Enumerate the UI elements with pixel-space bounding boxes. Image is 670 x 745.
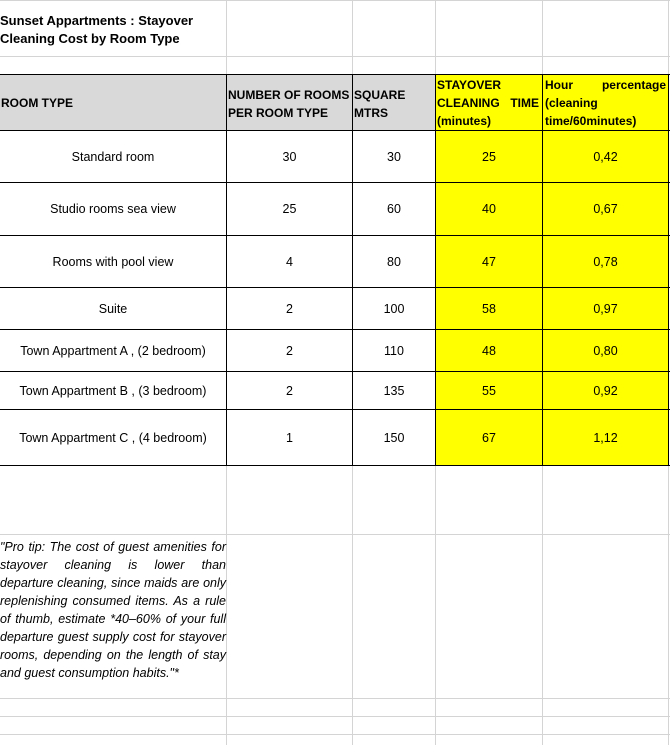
header-minutes-line1: STAYOVER xyxy=(437,78,502,92)
cell-sqm[interactable]: 110 xyxy=(384,343,404,358)
header-rooms-line1: NUMBER OF ROOMS xyxy=(228,88,350,102)
table-border xyxy=(0,371,670,372)
gridline xyxy=(0,716,670,717)
cell-hour-pct[interactable]: 0,80 xyxy=(593,343,618,358)
table-border xyxy=(226,74,227,466)
cell-sqm[interactable]: 150 xyxy=(383,430,405,445)
cell-hour-pct[interactable]: 0,42 xyxy=(593,149,618,164)
header-hour-pct-line3: time/60minutes) xyxy=(545,114,637,128)
header-rooms[interactable] xyxy=(228,75,352,130)
cell-rooms[interactable]: 30 xyxy=(282,149,297,164)
header-minutes-line2 xyxy=(437,94,541,112)
cell-room-type[interactable]: Suite xyxy=(98,301,128,316)
cell-rooms[interactable]: 1 xyxy=(286,430,293,445)
cell-hour-pct[interactable]: 0,97 xyxy=(593,301,618,316)
gridline xyxy=(0,56,670,57)
cell-hour-pct[interactable]: 0,67 xyxy=(593,202,618,216)
cell-room-type[interactable]: Town Appartment C , (4 bedroom) xyxy=(19,430,207,445)
cell-minutes[interactable]: 67 xyxy=(482,430,496,445)
cell-room-type[interactable]: Rooms with pool view xyxy=(52,254,174,269)
cell-rooms[interactable]: 2 xyxy=(286,343,293,358)
pro-tip-note: "Pro tip: The cost of guest amenities for stayover cleaning is lower than departure cleaning, since maids are only replenishing consumed items. As a rule of thumb, estimate *40–60% of your full departure guest supply cost for stayover rooms, depending on the length of stay and guest consumption habits."* xyxy=(0,540,226,680)
table-border xyxy=(542,74,543,466)
table-border xyxy=(0,287,670,288)
cell-rooms[interactable]: 2 xyxy=(286,383,293,398)
header-rooms-line2: PER ROOM TYPE xyxy=(228,106,329,120)
header-minutes-line2b: TIME xyxy=(510,96,539,110)
cell-minutes[interactable]: 55 xyxy=(482,383,496,398)
cell-hour-pct[interactable]: 1,12 xyxy=(593,430,618,445)
cell-sqm[interactable]: 80 xyxy=(387,254,401,269)
cell-room-type[interactable]: Standard room xyxy=(71,149,155,164)
header-hour-pct-line1b: percentage xyxy=(601,78,666,92)
table-border xyxy=(0,409,670,410)
header-hour-pct-line1a: Hour xyxy=(545,78,573,92)
header-minutes[interactable] xyxy=(437,76,541,130)
cell-hour-pct[interactable]: 0,78 xyxy=(593,254,618,269)
cell-hour-pct[interactable]: 0,92 xyxy=(593,383,618,398)
table-border xyxy=(0,465,670,466)
table-border xyxy=(0,74,670,75)
table-border xyxy=(352,74,353,466)
table-border xyxy=(0,235,670,236)
cell-minutes[interactable]: 25 xyxy=(482,149,496,164)
table-border xyxy=(0,182,670,183)
cell-rooms[interactable]: 2 xyxy=(286,301,293,316)
cell-minutes[interactable]: 47 xyxy=(482,254,496,269)
cell-minutes[interactable]: 48 xyxy=(482,343,496,358)
header-minutes-line2a: CLEANING xyxy=(437,96,500,110)
sheet-title-line1: Sunset Appartments : Stayover xyxy=(0,13,194,28)
cell-rooms[interactable]: 25 xyxy=(282,202,297,216)
table-border xyxy=(435,74,436,466)
cell-room-type[interactable]: Studio rooms sea view xyxy=(50,202,176,216)
header-hour-pct-line2: (cleaning xyxy=(545,96,598,110)
header-hour-pct[interactable] xyxy=(545,76,667,130)
gridline xyxy=(0,0,670,1)
cell-rooms[interactable]: 4 xyxy=(286,254,293,269)
cell-sqm[interactable]: 30 xyxy=(387,149,401,164)
header-minutes-line3: (minutes) xyxy=(437,114,491,128)
cell-sqm[interactable]: 60 xyxy=(387,202,401,216)
header-room-type-label: ROOM TYPE xyxy=(1,95,74,110)
header-sqm[interactable] xyxy=(354,75,434,130)
header-room-type[interactable] xyxy=(0,75,226,130)
cell-room-type[interactable]: Town Appartment A , (2 bedroom) xyxy=(20,343,206,358)
cell-room-type[interactable]: Town Appartment B , (3 bedroom) xyxy=(19,383,207,398)
sheet-title-line2: Cleaning Cost by Room Type xyxy=(0,31,180,46)
gridline xyxy=(0,698,670,699)
cell-minutes[interactable]: 58 xyxy=(482,301,496,316)
gridline xyxy=(0,534,670,535)
gridline xyxy=(0,734,670,735)
header-sqm-line1: SQUARE xyxy=(354,88,406,102)
table-border xyxy=(0,329,670,330)
cell-minutes[interactable]: 40 xyxy=(482,202,496,216)
table-border xyxy=(0,130,670,131)
cell-sqm[interactable]: 100 xyxy=(383,301,405,316)
sheet-title xyxy=(0,12,226,48)
header-sqm-line2: MTRS xyxy=(354,106,388,120)
header-hour-pct-line1 xyxy=(545,76,667,94)
cell-sqm[interactable]: 135 xyxy=(383,383,405,398)
table-border xyxy=(668,74,669,466)
